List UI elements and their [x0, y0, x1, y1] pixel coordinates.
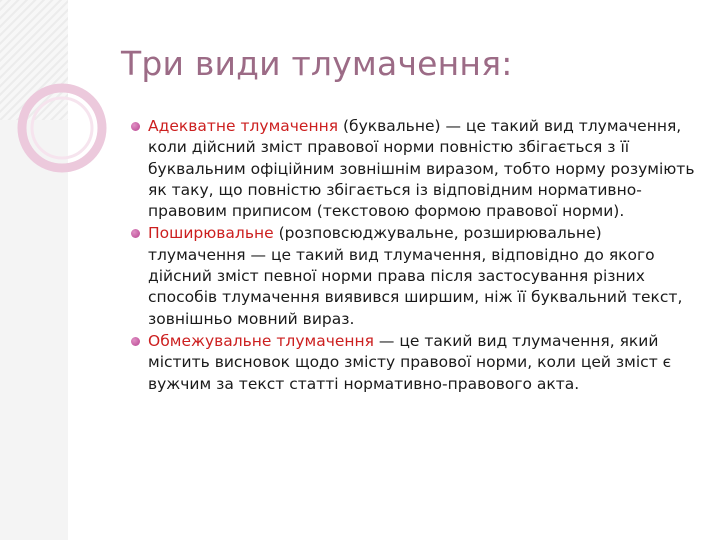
- decor-ring-inner: [32, 98, 92, 158]
- item-text: (буквальне) — це такий вид тлумачення, коли дійсний зміст правової норми повністю збігається з її буквальним офіційним зовнішнім виразом, тобто норму розуміють як таку, що повністю збігається із відповідним нормативно-правовим приписом (текстовою формою правової норми).: [148, 117, 695, 221]
- list-item: [131, 223, 701, 329]
- bullet-icon: [131, 122, 140, 131]
- slide-title: Три види тлумачення:: [121, 44, 513, 83]
- bullet-icon: [131, 229, 140, 238]
- item-term: Адекватне тлумачення: [148, 117, 339, 135]
- item-term: Поширювальне: [148, 224, 274, 243]
- decor-rings: [0, 0, 110, 200]
- bullet-list: [131, 116, 701, 396]
- item-term: Обмежувальне тлумачення: [148, 331, 374, 350]
- item-text: (розповсюджувальне, розширювальне) тлумачення — це такий вид тлумачення, відповідно до якого дійсний зміст певної норми права після застосування різних способів тлумачення виявився ширшим, ніж її буквальний текст, зовнішньо мовний вираз.: [148, 224, 683, 328]
- bullet-icon: [131, 337, 140, 346]
- list-item: [131, 116, 701, 222]
- list-item: [131, 331, 701, 395]
- item-text: — це такий вид тлумачення, який містить висновок щодо змісту правової норми, коли цей зміст є вужчим за текст статті нормативно-правового акта.: [148, 331, 672, 393]
- decor-ring-large: [22, 88, 102, 168]
